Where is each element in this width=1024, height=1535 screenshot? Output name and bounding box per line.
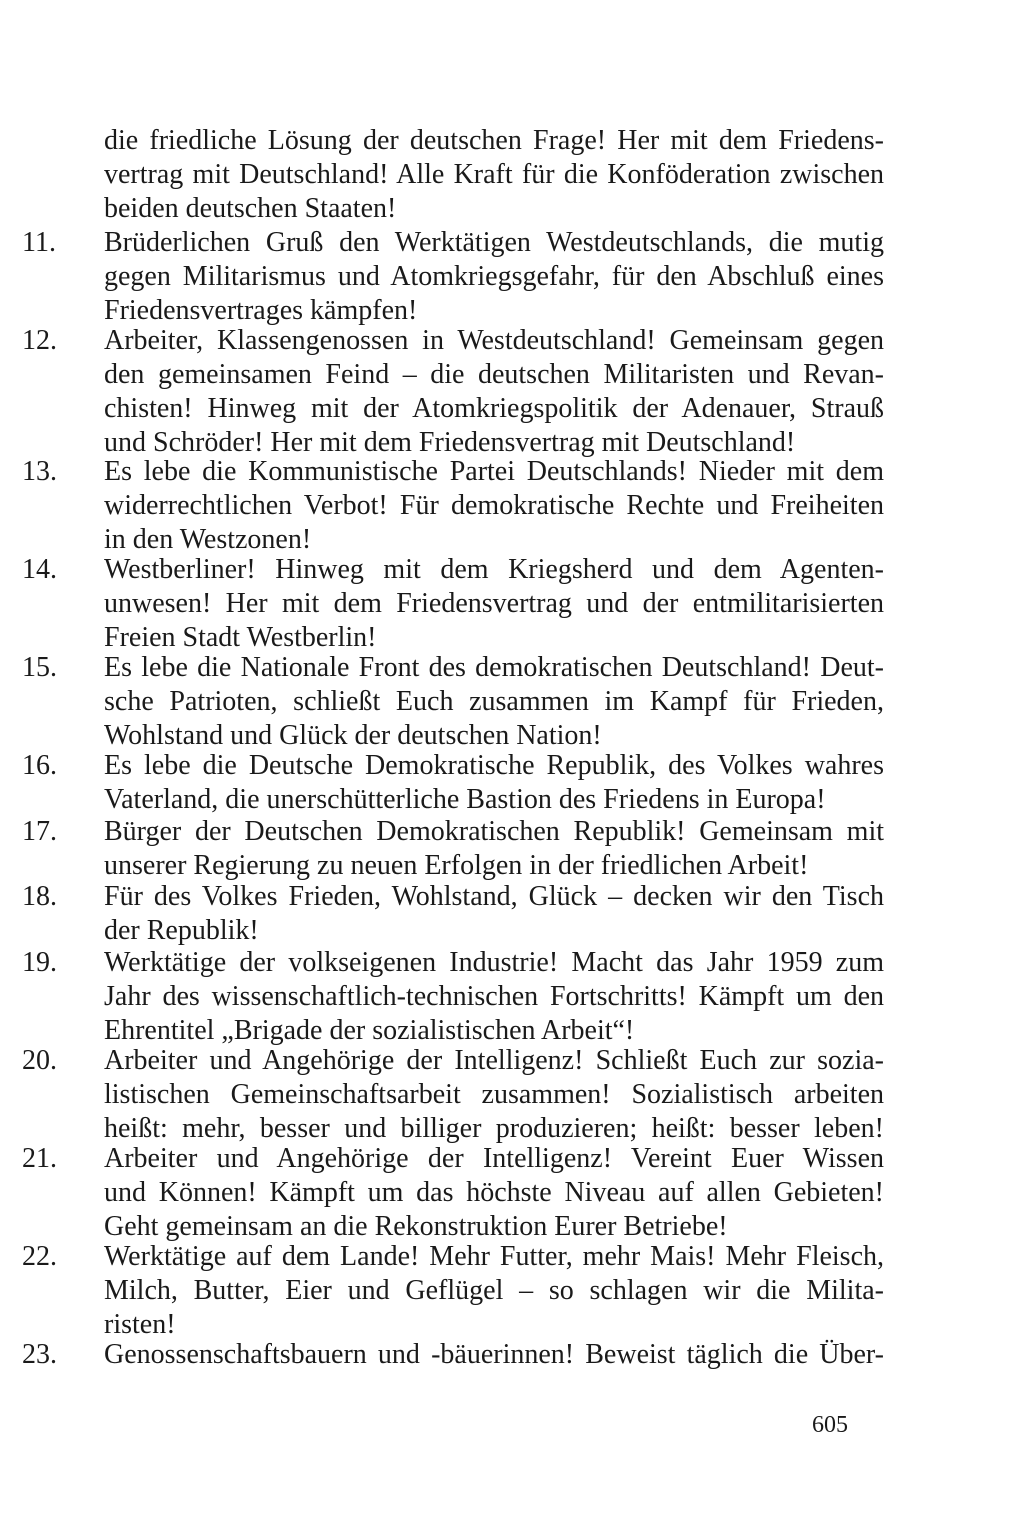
text-line: und Schröder! Her mit dem Friedensvertrag mit Deutschland! <box>104 427 796 458</box>
text-line: Arbeiter, Klassengenossen in Westdeutschland! Gemeinsam gegen <box>104 325 884 356</box>
text-line: chisten! Hinweg mit der Atomkriegspolitik der Adenauer, Strauß <box>104 393 884 424</box>
text-line: Friedensvertrages kämpfen! <box>104 295 418 326</box>
text-line: risten! <box>104 1309 176 1340</box>
item-number: 13. <box>22 456 57 487</box>
item-number: 17. <box>22 816 57 847</box>
text-line: Es lebe die Nationale Front des demokratischen Deutschland! Deut- <box>104 652 884 683</box>
page-number: 605 <box>812 1412 848 1438</box>
text-line: heißt: mehr, besser und billiger produzieren; heißt: besser leben! <box>104 1113 884 1144</box>
text-line: der Republik! <box>104 915 259 946</box>
text-line: Westberliner! Hinweg mit dem Kriegsherd und dem Agenten- <box>104 554 884 585</box>
item-number: 19. <box>22 947 57 978</box>
item-number: 11. <box>22 227 56 258</box>
item-number: 18. <box>22 881 57 912</box>
text-line: Freien Stadt Westberlin! <box>104 622 377 653</box>
text-line: Vaterland, die unerschütterliche Bastion des Friedens in Europa! <box>104 784 826 815</box>
text-line: Es lebe die Kommunistische Partei Deutschlands! Nieder mit dem <box>104 456 884 487</box>
text-line: Ehrentitel „Brigade der sozialistischen Arbeit“! <box>104 1015 635 1046</box>
item-number: 22. <box>22 1241 57 1272</box>
text-line: Arbeiter und Angehörige der Intelligenz! Vereint Euer Wissen <box>104 1143 884 1174</box>
text-line: Milch, Butter, Eier und Geflügel – so schlagen wir die Milita- <box>104 1275 884 1306</box>
text-line: Geht gemeinsam an die Rekonstruktion Eurer Betriebe! <box>104 1211 728 1242</box>
text-line: Wohlstand und Glück der deutschen Nation! <box>104 720 602 751</box>
item-number: 12. <box>22 325 57 356</box>
text-line: Für des Volkes Frieden, Wohlstand, Glück – decken wir den Tisch <box>104 881 884 912</box>
item-number: 16. <box>22 750 57 781</box>
text-line: listischen Gemeinschaftsarbeit zusammen! Sozialistisch arbeiten <box>104 1079 884 1110</box>
text-line: widerrechtlichen Verbot! Für demokratische Rechte und Freiheiten <box>104 490 884 521</box>
text-line: Jahr des wissenschaftlich-technischen Fortschritts! Kämpft um den <box>104 981 884 1012</box>
item-number: 21. <box>22 1143 57 1174</box>
item-number: 20. <box>22 1045 57 1076</box>
text-line: sche Patrioten, schließt Euch zusammen im Kampf für Frieden, <box>104 686 884 717</box>
text-line: Werktätige auf dem Lande! Mehr Futter, mehr Mais! Mehr Fleisch, <box>104 1241 884 1272</box>
text-line: Arbeiter und Angehörige der Intelligenz! Schließt Euch zur sozia- <box>104 1045 884 1076</box>
text-line: Genossenschaftsbauern und -bäuerinnen! Beweist täglich die Über- <box>104 1339 884 1370</box>
item-number: 15. <box>22 652 57 683</box>
item-number: 23. <box>22 1339 57 1370</box>
text-line: die friedliche Lösung der deutschen Frage! Her mit dem Friedens- <box>104 125 884 156</box>
text-line: Es lebe die Deutsche Demokratische Republik, des Volkes wahres <box>104 750 884 781</box>
text-line: und Können! Kämpft um das höchste Niveau auf allen Gebieten! <box>104 1177 884 1208</box>
text-line: beiden deutschen Staaten! <box>104 193 397 224</box>
text-line: Brüderlichen Gruß den Werktätigen Westdeutschlands, die mutig <box>104 227 884 258</box>
text-line: vertrag mit Deutschland! Alle Kraft für die Konföderation zwischen <box>104 159 884 190</box>
text-line: den gemeinsamen Feind – die deutschen Militaristen und Revan- <box>104 359 884 390</box>
text-line: in den Westzonen! <box>104 524 312 555</box>
text-line: unwesen! Her mit dem Friedensvertrag und der entmilitarisierten <box>104 588 884 619</box>
item-number: 14. <box>22 554 57 585</box>
text-line: Bürger der Deutschen Demokratischen Republik! Gemeinsam mit <box>104 816 884 847</box>
text-line: Werktätige der volkseigenen Industrie! Macht das Jahr 1959 zum <box>104 947 884 978</box>
text-line: unserer Regierung zu neuen Erfolgen in der friedlichen Arbeit! <box>104 850 809 881</box>
text-line: gegen Militarismus und Atomkriegsgefahr, für den Abschluß eines <box>104 261 884 292</box>
